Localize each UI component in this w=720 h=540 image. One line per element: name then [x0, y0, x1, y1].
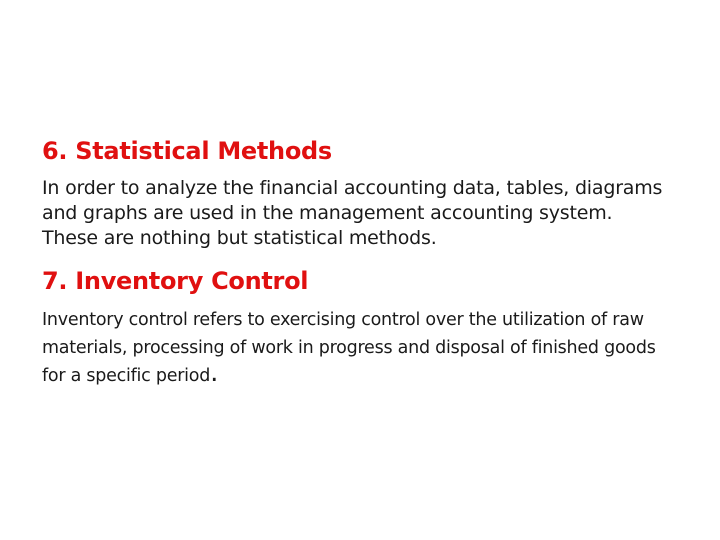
inventory-control-text: Inventory control refers to exercising control over the utilization of raw materials, processing of work in progress and disposal of finished goods for a specific period: [42, 310, 656, 386]
section-body-statistical-methods: In order to analyze the financial accounting data, tables, diagrams and graphs are used in the management accounting system. These are nothing but statistical methods.: [42, 177, 663, 249]
section-heading-inventory-control: 7. Inventory Control: [42, 267, 309, 295]
section-heading-statistical-methods: 6. Statistical Methods: [42, 137, 332, 165]
section-body-inventory-control: [42, 306, 682, 390]
slide-content: [42, 134, 682, 390]
trailing-period: .: [210, 358, 219, 388]
